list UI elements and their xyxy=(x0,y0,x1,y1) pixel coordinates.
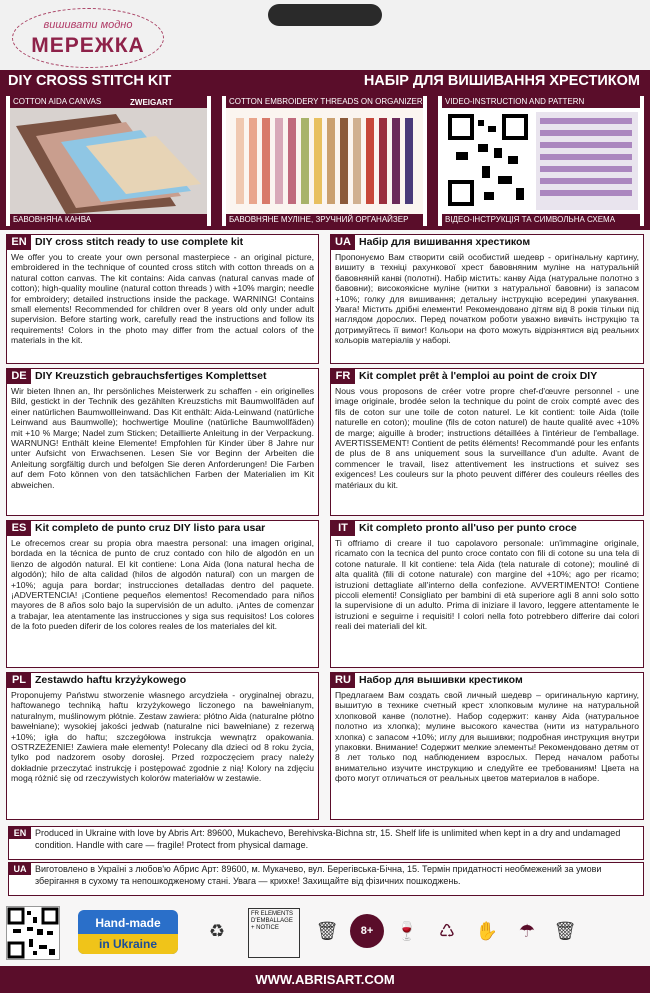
title-ua: НАБІР ДЛЯ ВИШИВАННЯ ХРЕСТИКОМ xyxy=(363,73,640,89)
handmade-in-ukraine-badge xyxy=(78,910,178,954)
lang-tag: EN xyxy=(9,827,31,839)
top-header xyxy=(0,0,650,70)
qr-code-icon xyxy=(6,906,60,960)
block-title: Набір для вишивання хрестиком xyxy=(359,236,531,248)
block-body: Предлагаем Вам создать свой личный шедевр – оригинальную картину, вышитую в технике счетный крест хлопковым мулине на натуральной хлопковой канве (полотне). Набор содержит: канву Aida (натуральное полотно из хлопка); мулине высокого качества (нити из натурального хлопка) с запасом +10%; иглу для вышивки; подробная инструкция внутри упаковки. Внимание! Содержит мелкие элементы! Рекомендовано детям от 8 лет только под наблюдением взрослых. Перед началом работы внимательно изучите инструкцию и следуйте ее требованиям! Цвета на фото могут отличаться от реальных цветов материалов в наборе. xyxy=(335,690,639,784)
footer-text: Виготовлено в Україні з любов'ю Абрис Арт: 89600, м. Мукачево, вул. Берегівська-Бічна, 15. Термін придатності необмежений за умови зберігання в сухому та непошкодженому стані. Увага — крихке! Захищайте від фізичних пошкоджень. xyxy=(35,864,602,886)
handle-with-care-icon: ✋ xyxy=(475,921,499,941)
logo-name: МЕРЕЖКА xyxy=(31,34,145,57)
block-fr xyxy=(330,368,644,516)
threads-illustration xyxy=(222,96,427,226)
ukraine-label: in Ukraine xyxy=(78,934,178,954)
kit-contents-images xyxy=(0,92,650,230)
canvas-caption-ua: БАВОВНЯНА КАНВА xyxy=(10,214,207,226)
block-en xyxy=(6,234,319,364)
block-body: Proponujemy Państwu stworzenie własnego arcydzieła - oryginalnej obrazu, haftowanego techniką haftu krzyżykowego liczonego na bawełnianym, naturalnym, muślinowym płótnie. Zestaw zawiera: płótno Aida (naturalne płótno bawełniane); wysokiej jakości jedwab (naturalne nici bawełniane) z rezerwą +10%; igła do haftu; szczegółowa instrukcja wewnątrz opakowania. OSTRZEŻENIE! Zawiera małe elementy! Polecany dla dzieci od 8 roku życia, tylko pod nadzorem osoby dorosłej. Przed rozpoczęciem pracy należy dokładnie przeczytać instrukcję i postępować zgodnie z nią! Kolory na zdjęciu mogą różnić się od rzeczywistych kolorów materiałów w zestawie. xyxy=(11,690,314,784)
canvas-illustration xyxy=(6,96,211,226)
block-body: Пропонуємо Вам створити свій особистий шедевр - оригінальну картину, вишиту в техніці рахункової хрест бавовняним муліне на натуральній бавовняній канві (полотні). Набір містить: канву Аіда (натуральне полотно з бавовни); високоякісне муліне (нитки з натуральної бавовни) із запасом +10%; голку для вишивання; детальну інструкцію всередині упакування. Увага! Містить дрібні елементи! Рекомендовано дітям від 8 років тільки під наглядом дорослих. Перед початком роботи уважно вивчіть інструкцію та дотримуйтесь її вимог! Кольори на фото можуть відрізнятися від реальних кольорів матеріалів у наборі. xyxy=(335,252,639,346)
block-pl xyxy=(6,672,319,820)
block-ua xyxy=(330,234,644,364)
age-8-plus-icon: 8+ xyxy=(350,914,384,948)
website-url[interactable]: WWW.ABRISART.COM xyxy=(255,972,395,987)
title-en: DIY CROSS STITCH KIT xyxy=(8,73,172,89)
block-title: Kit complet prêt à l'emploi au point de croix DIY xyxy=(359,370,598,382)
block-title: Kit completo de punto cruz DIY listo para usar xyxy=(35,522,266,534)
fragile-glass-icon: 🍷 xyxy=(395,921,419,941)
dispose-properly-icon: 🗑 xyxy=(553,921,577,941)
block-title: Zestawdo haftu krzyżykowego xyxy=(35,674,187,686)
block-title: Набор для вышивки крестиком xyxy=(359,674,523,686)
lang-tag: PL xyxy=(7,673,31,688)
threads-caption-ua: БАВОВНЯНЕ МУЛІНЕ, ЗРУЧНИЙ ОРГАНАЙЗЕР xyxy=(226,214,423,226)
handmade-label: Hand-made xyxy=(95,916,161,930)
website-bar xyxy=(0,966,650,993)
lang-tag: FR xyxy=(331,369,355,384)
threads-photo xyxy=(222,96,427,226)
block-body: Le ofrecemos crear su propia obra maestra personal: una imagen original, bordada en la técnica de punto de cruz contado con hilo de algodón en un lienzo de algodón natural. El kit contiene: Lona Aida (lona natural hecha de algodón); hilo de alta calidad (hilos de algodón natural) con un margen de +10%; aguja para bordar; instrucciones detalladas dentro del paquete. ¡ADVERTENCIA! ¡Contiene pequeños elementos! Recomendado para niños mayores de 8 años solo bajo la supervisión de un adulto. ¡Antes de comenzar a trabajar, lea atentamente las instrucciones y siga sus requisitos! Los colores de la foto pueden diferir de los colores reales de los materiales del kit. xyxy=(11,538,314,632)
canvas-caption-en: COTTON AIDA CANVAS xyxy=(10,96,207,108)
block-body: Wir bieten Ihnen an, Ihr persönliches Meisterwerk zu schaffen - ein originelles Bild, gestickt in der Technik des gezählten Kreuzstichs mit Baumwollfäden auf einer natürlichen Baumwollleinwand. Das Kit enthält: Aida-Leinwand (natürliche Leinwand aus Baumwolle); hochwertige Mouline (natürliche Baumwollfäden) mit +10 % Marge; Nadel zum Sticken; Detaillierte Anleitung in der Verpackung. WARNUNG! Enthält kleine Elemente! Empfohlen für Kinder über 8 Jahre nur unter Aufsicht von Erwachsenen. Lesen Sie vor Beginn der Arbeiten die Anleitung sorgfältig durch und befolgen Sie deren Anforderungen! Die Farben auf dem Foto können von den tatsächlichen Farben der Materialien im Kit abweichen. xyxy=(11,386,314,490)
logo-slogan: вишивати модно xyxy=(43,19,133,31)
lang-tag: UA xyxy=(331,235,355,250)
block-de xyxy=(6,368,319,516)
lang-tag: IT xyxy=(331,521,355,536)
triman-fr-label: FR ELEMENTS D'EMBALLAGE + NOTICE xyxy=(248,908,300,958)
lang-tag: ES xyxy=(7,521,31,536)
bin-icon: 🗑 xyxy=(315,921,339,941)
brand-logo xyxy=(12,8,164,68)
canvas-photo xyxy=(6,96,211,226)
lang-tag: UA xyxy=(9,863,31,875)
title-bar xyxy=(0,70,650,92)
block-title: DIY Kreuzstich gebrauchsfertiges Komplettset xyxy=(35,370,267,382)
pattern-photo xyxy=(438,96,644,226)
zweigart-brand: ZWEIGART xyxy=(130,98,173,107)
block-es xyxy=(6,520,319,668)
recycle-loop-icon: ♺ xyxy=(438,921,456,941)
lang-tag: EN xyxy=(7,235,31,250)
hanger-hole xyxy=(268,4,382,26)
keep-dry-umbrella-icon: ☂ xyxy=(518,921,536,941)
lang-tag: RU xyxy=(331,673,355,688)
recycle-icon: ♻ xyxy=(208,921,226,941)
threads-caption-en: COTTON EMBROIDERY THREADS ON ORGANIZER xyxy=(226,96,423,108)
block-it xyxy=(330,520,644,668)
block-ru xyxy=(330,672,644,820)
certification-icons xyxy=(0,900,650,966)
footer-en xyxy=(8,826,644,860)
footer-text: Produced in Ukraine with love by Abris Art: 89600, Mukachevo, Berehivska-Bichna str, 15. Shelf life is unlimited when kept in a dry and undamaged condition. Handle with care — fragile! Protect from physical damage. xyxy=(35,828,621,850)
block-body: We offer you to create your own personal masterpiece - an original picture, embroidered in the technique of counted cross stitch with cotton threads on a natural cotton canvas. The kit contains: Aida canvas (natural canvas made of cotton); high-quality mouline (natural cotton threads ) with +10% margin; needle for embroidery; detailed instructions inside the package. WARNING! Contains small elements! Recommended for children over 8 years old only under adult supervision. Before starting work, carefully read the instructions and follow its requirements! Colors in the photo may differ from the actual colors of the materials in the kit. xyxy=(11,252,314,346)
block-body: Nous vous proposons de créer votre propre chef-d'œuvre personnel - une image originale, brodée selon la technique du point de croix compté avec des fils de coton sur une toile de coton naturel. Le kit contient: toile Aida (toile naturelle en coton); mouline (fils de coton naturel) de haute qualité avec +10% de marge; aiguille à broder; instructions détaillées à l'intérieur de l'emballage. AVERTISSEMENT! Contient de petits éléments! Recommandé pour les enfants de plus de 8 ans uniquement sous la surveillance d'un adulte. Avant de commencer le travail, lisez attentivement les instructions et suivez ses exigences! Les couleurs sur la photo peuvent différer des couleurs réelles des matériaux du kit. xyxy=(335,386,639,490)
pattern-caption-en: VIDEO-INSTRUCTION AND PATTERN xyxy=(442,96,640,108)
lang-tag: DE xyxy=(7,369,31,384)
footer-ua xyxy=(8,862,644,896)
pattern-caption-ua: ВІДЕО-ІНСТРУКЦІЯ ТА СИМВОЛЬНА СХЕМА xyxy=(442,214,640,226)
block-title: DIY cross stitch ready to use complete kit xyxy=(35,236,244,248)
block-title: Kit completo pronto all'uso per punto croce xyxy=(359,522,577,534)
block-body: Ti offriamo di creare il tuo capolavoro personale: un'immagine originale, ricamato con la tecnica del punto croce contato con fili di cotone su una tela di cotone naturale. Il kit contiene: tela Aida (tela naturale di cotone); mouliné di alta qualità (fili di cotone naturale) con margine del +10%; ago per ricamo; istruzioni dettagliate all'interno della confezione. AVVERTIMENTO! Contiene piccoli elementi! Consigliato per bambini di età superiore agli 8 anni solo sotto la supervisione di un adulto. Prima di iniziare il lavoro, leggere attentamente le istruzioni e seguirne i requisiti! I colori nella foto potrebbero differire dai colori reali dei materiali del kit. xyxy=(335,538,639,632)
qr-and-pattern-illustration xyxy=(438,96,644,226)
